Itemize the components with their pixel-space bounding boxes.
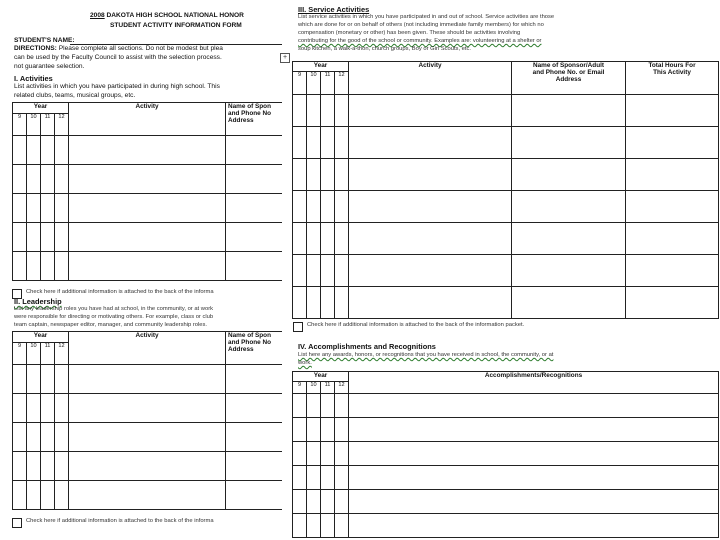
- activity-cell[interactable]: [69, 165, 226, 194]
- grade-cell[interactable]: [41, 194, 55, 223]
- table-row: [293, 159, 719, 191]
- section-1-text-2: related clubs, teams, musical groups, etc.: [14, 92, 136, 99]
- grade-cell[interactable]: [321, 191, 335, 223]
- accomplishment-cell[interactable]: [349, 466, 719, 490]
- grade-cell[interactable]: [13, 194, 27, 223]
- table-row: [293, 418, 719, 442]
- grade-cell[interactable]: [321, 223, 335, 255]
- grade-cell[interactable]: [307, 191, 321, 223]
- grade-11-header: 11: [41, 114, 55, 136]
- hours-cell[interactable]: [626, 255, 719, 287]
- grade-cell[interactable]: [27, 481, 41, 510]
- grade-cell[interactable]: [55, 365, 69, 394]
- directions-line-2: can be used by the Faculty Council to assist with the selection process.: [14, 54, 222, 61]
- grade-cell[interactable]: [41, 365, 55, 394]
- grade-cell[interactable]: [307, 127, 321, 159]
- table-row: [13, 423, 289, 452]
- grade-cell[interactable]: [307, 223, 321, 255]
- grade-cell[interactable]: [55, 136, 69, 165]
- form-header-title: [90, 12, 244, 20]
- sponsor-cell[interactable]: [226, 223, 289, 252]
- table-row: [13, 252, 289, 281]
- section-4-text-1: [298, 352, 553, 359]
- sponsor-cell[interactable]: [226, 165, 289, 194]
- table-row: [13, 223, 289, 252]
- grade-cell[interactable]: [41, 252, 55, 281]
- section-3-text-4: [298, 38, 542, 45]
- section-4-text-2-span: work.: [298, 360, 312, 366]
- grade-cell[interactable]: [55, 223, 69, 252]
- activity-header: Activity: [69, 332, 226, 365]
- table-row: [293, 442, 719, 466]
- grade-cell[interactable]: [41, 481, 55, 510]
- activity-cell[interactable]: [349, 255, 512, 287]
- activity-cell[interactable]: [69, 252, 226, 281]
- grade-cell[interactable]: [335, 490, 349, 514]
- grade-9-header: 9: [293, 72, 307, 95]
- grade-10-header: 10: [307, 72, 321, 95]
- grade-cell[interactable]: [335, 159, 349, 191]
- grade-cell[interactable]: [27, 452, 41, 481]
- accomplishment-cell[interactable]: [349, 418, 719, 442]
- grade-11-header: 11: [41, 343, 55, 365]
- grade-cell[interactable]: [321, 127, 335, 159]
- hours-cell[interactable]: [626, 127, 719, 159]
- grade-cell[interactable]: [13, 452, 27, 481]
- header-year: 2008: [90, 12, 105, 19]
- directions-line-3: not guarantee selection.: [14, 63, 85, 70]
- activity-cell[interactable]: [69, 223, 226, 252]
- grade-12-header: 12: [335, 382, 349, 394]
- grade-cell[interactable]: [335, 466, 349, 490]
- section-2-title: [14, 297, 62, 306]
- sponsor-cell[interactable]: [226, 252, 289, 281]
- activity-cell[interactable]: [69, 194, 226, 223]
- table-row: [293, 95, 719, 127]
- grade-cell[interactable]: [293, 159, 307, 191]
- activity-cell[interactable]: [69, 365, 226, 394]
- grade-cell[interactable]: [307, 255, 321, 287]
- accomplishments-table: [292, 371, 719, 538]
- grade-9-header: 9: [293, 382, 307, 394]
- sponsor-cell[interactable]: [512, 95, 626, 127]
- grade-cell[interactable]: [13, 365, 27, 394]
- grade-cell[interactable]: [307, 159, 321, 191]
- sponsor-header: [226, 332, 289, 365]
- section-3-text-3: compensation (monetary or other) has been given. These should be activities involving: [298, 30, 521, 36]
- table-row: [293, 490, 719, 514]
- sponsor-cell[interactable]: [226, 136, 289, 165]
- right-form-page: [282, 0, 720, 540]
- sponsor-cell[interactable]: [512, 159, 626, 191]
- table-row: [293, 223, 719, 255]
- grade-cell[interactable]: [321, 287, 335, 319]
- grade-12-header: 12: [55, 114, 69, 136]
- grade-cell[interactable]: [321, 490, 335, 514]
- grade-cell[interactable]: [13, 165, 27, 194]
- grade-cell[interactable]: [307, 394, 321, 418]
- grade-cell[interactable]: [55, 165, 69, 194]
- grade-cell[interactable]: [321, 159, 335, 191]
- table-row: [293, 466, 719, 490]
- activity-cell[interactable]: [349, 159, 512, 191]
- sponsor-header-line-1: Name of Spon: [228, 103, 271, 110]
- additional-info-label-1: Check here if additional information is attached to the back of the informa: [26, 289, 214, 295]
- sponsor-cell[interactable]: [512, 127, 626, 159]
- grade-cell[interactable]: [41, 452, 55, 481]
- grade-cell[interactable]: [335, 127, 349, 159]
- section-2-text-3: team captain, newspaper editor, manager, and community leadership roles.: [14, 322, 208, 328]
- grade-cell[interactable]: [13, 136, 27, 165]
- grade-12-header: 12: [335, 72, 349, 95]
- activity-header: Activity: [349, 62, 512, 95]
- sponsor-cell[interactable]: [226, 452, 289, 481]
- section-1-title: I. Activities: [14, 74, 53, 83]
- grade-cell[interactable]: [293, 223, 307, 255]
- hours-cell[interactable]: [626, 95, 719, 127]
- grade-11-header: 11: [321, 72, 335, 95]
- grade-cell[interactable]: [13, 423, 27, 452]
- hours-cell[interactable]: [626, 223, 719, 255]
- grade-cell[interactable]: [27, 136, 41, 165]
- table-row: [293, 394, 719, 418]
- grade-cell[interactable]: [335, 514, 349, 538]
- additional-info-label-3: Check here if additional information is attached to the back of the information packet.: [307, 322, 525, 328]
- sponsor-header-line-3: Address: [228, 117, 254, 124]
- activity-cell[interactable]: [69, 452, 226, 481]
- grade-cell[interactable]: [321, 442, 335, 466]
- grade-cell[interactable]: [55, 452, 69, 481]
- grade-cell[interactable]: [41, 136, 55, 165]
- table-row: [13, 452, 289, 481]
- activities-table: [12, 102, 289, 281]
- activity-cell[interactable]: [349, 127, 512, 159]
- service-table: [292, 61, 719, 319]
- table-row: [293, 127, 719, 159]
- accomplishments-header: Accomplishments/Recognitions: [349, 372, 719, 394]
- left-form-page: [0, 0, 282, 540]
- grade-cell[interactable]: [307, 514, 321, 538]
- grade-9-header: 9: [13, 114, 27, 136]
- grade-cell[interactable]: [27, 194, 41, 223]
- grade-cell[interactable]: [13, 223, 27, 252]
- sponsor-header: [512, 62, 626, 95]
- grade-cell[interactable]: [307, 490, 321, 514]
- section-1-text-1: List activities in which you have participated in during high school. This: [14, 83, 220, 90]
- grade-cell[interactable]: [321, 95, 335, 127]
- activity-cell[interactable]: [69, 394, 226, 423]
- grade-cell[interactable]: [293, 442, 307, 466]
- table-row: [13, 365, 289, 394]
- grade-cell[interactable]: [293, 255, 307, 287]
- grade-cell[interactable]: [41, 223, 55, 252]
- grade-cell[interactable]: [335, 255, 349, 287]
- grade-cell[interactable]: [335, 95, 349, 127]
- grade-cell[interactable]: [55, 423, 69, 452]
- grade-cell[interactable]: [307, 418, 321, 442]
- accomplishment-cell[interactable]: [349, 514, 719, 538]
- section-3-title: III. Service Activities: [298, 5, 370, 14]
- section-2-title-text: II. Leadership: [14, 297, 62, 306]
- grade-cell[interactable]: [13, 394, 27, 423]
- section-4-text-2: [298, 360, 312, 367]
- grade-10-header: 10: [27, 343, 41, 365]
- sponsor-cell[interactable]: [512, 223, 626, 255]
- grade-cell[interactable]: [293, 514, 307, 538]
- leadership-table: [12, 331, 289, 510]
- table-row: [293, 191, 719, 223]
- header-title-text: DAKOTA HIGH SCHOOL NATIONAL HONOR: [106, 12, 244, 19]
- section-3-text-4-span: contributing for the good of the school or community. Examples are: volunteering at a shelter or: [298, 38, 542, 44]
- grade-cell[interactable]: [41, 394, 55, 423]
- grade-cell[interactable]: [41, 423, 55, 452]
- sponsor-header-line-3: Address: [555, 76, 582, 83]
- grade-cell[interactable]: [321, 466, 335, 490]
- activity-cell[interactable]: [349, 223, 512, 255]
- section-4-title: IV. Accomplishments and Recognitions: [298, 342, 436, 351]
- directions-line-1: [14, 45, 223, 53]
- grade-cell[interactable]: [27, 165, 41, 194]
- grade-cell[interactable]: [335, 418, 349, 442]
- activity-cell[interactable]: [69, 136, 226, 165]
- sponsor-cell[interactable]: [226, 194, 289, 223]
- table-row: [13, 165, 289, 194]
- activity-cell[interactable]: [69, 423, 226, 452]
- table-row: [13, 481, 289, 510]
- accomplishment-cell[interactable]: [349, 490, 719, 514]
- grade-cell[interactable]: [13, 481, 27, 510]
- grade-cell[interactable]: [335, 223, 349, 255]
- sponsor-header-line-1: Name of Sponsor/Adult: [533, 62, 605, 69]
- grade-cell[interactable]: [307, 442, 321, 466]
- grade-cell[interactable]: [13, 252, 27, 281]
- grade-11-header: 11: [321, 382, 335, 394]
- student-name-label: STUDENT'S NAME:: [14, 37, 75, 44]
- grade-cell[interactable]: [293, 490, 307, 514]
- grade-cell[interactable]: [321, 394, 335, 418]
- grade-cell[interactable]: [307, 95, 321, 127]
- grade-cell[interactable]: [55, 194, 69, 223]
- grade-cell[interactable]: [335, 287, 349, 319]
- sponsor-cell[interactable]: [226, 423, 289, 452]
- activity-cell[interactable]: [349, 191, 512, 223]
- grade-12-header: 12: [55, 343, 69, 365]
- directions-text-1: Please complete all sections. Do not be modest but plea: [58, 45, 223, 52]
- grade-cell[interactable]: [335, 191, 349, 223]
- grade-cell[interactable]: [55, 252, 69, 281]
- accomplishment-cell[interactable]: [349, 394, 719, 418]
- directions-label: DIRECTIONS:: [14, 45, 57, 52]
- grade-cell[interactable]: [335, 442, 349, 466]
- grade-10-header: 10: [307, 382, 321, 394]
- sponsor-cell[interactable]: [512, 191, 626, 223]
- grade-cell[interactable]: [27, 365, 41, 394]
- sponsor-header: [226, 103, 289, 136]
- hours-cell[interactable]: [626, 159, 719, 191]
- sponsor-header-line-2: and Phone No: [228, 110, 271, 117]
- grade-cell[interactable]: [307, 466, 321, 490]
- year-header: Year: [13, 103, 69, 114]
- section-4-text-1-span: List here any awards, honors, or recognitions that you have received in school, the community, or at: [298, 352, 554, 358]
- grade-cell[interactable]: [293, 191, 307, 223]
- grade-cell[interactable]: [27, 223, 41, 252]
- grade-cell[interactable]: [27, 423, 41, 452]
- grade-cell[interactable]: [307, 287, 321, 319]
- activity-header: Activity: [69, 103, 226, 136]
- sponsor-header-line-2: and Phone No: [228, 339, 271, 346]
- grade-9-header: 9: [13, 343, 27, 365]
- activity-cell[interactable]: [349, 95, 512, 127]
- grade-cell[interactable]: [293, 466, 307, 490]
- year-header: Year: [293, 62, 349, 72]
- accomplishment-cell[interactable]: [349, 442, 719, 466]
- sponsor-header-line-3: Address: [228, 346, 254, 353]
- grade-cell[interactable]: [293, 95, 307, 127]
- table-row: [293, 255, 719, 287]
- grade-cell[interactable]: [321, 514, 335, 538]
- table-row: [293, 514, 719, 538]
- sponsor-header-line-1: Name of Spon: [228, 332, 271, 339]
- sponsor-header-line-2: and Phone No. or Email: [532, 69, 605, 76]
- grade-cell[interactable]: [321, 255, 335, 287]
- hours-cell[interactable]: [626, 191, 719, 223]
- hours-header-line-2: This Activity: [653, 69, 691, 76]
- section-2-text-2: were responsible for directing or motivating others. For example, class or club: [14, 314, 214, 320]
- additional-info-label-2: Check here if additional information is attached to the back of the informa: [26, 518, 214, 524]
- year-header: Year: [293, 372, 349, 382]
- activity-cell[interactable]: [69, 481, 226, 510]
- grade-cell[interactable]: [55, 394, 69, 423]
- sponsor-cell[interactable]: [226, 365, 289, 394]
- year-header: Year: [13, 332, 69, 343]
- sponsor-cell[interactable]: [512, 287, 626, 319]
- grade-cell[interactable]: [41, 165, 55, 194]
- grade-cell[interactable]: [293, 127, 307, 159]
- grade-cell[interactable]: [27, 252, 41, 281]
- grade-cell[interactable]: [293, 287, 307, 319]
- section-2-text-1: List any leadership roles you have had at school, in the community, or at work: [14, 306, 214, 312]
- activity-cell[interactable]: [349, 287, 512, 319]
- grade-cell[interactable]: [293, 418, 307, 442]
- section-3-text-2: which are done for or on behalf of others (not including immediate family members) for which no: [298, 22, 544, 28]
- table-row: [293, 287, 719, 319]
- grade-cell[interactable]: [335, 394, 349, 418]
- hours-cell[interactable]: [626, 287, 719, 319]
- sponsor-cell[interactable]: [512, 255, 626, 287]
- hours-header-line-1: Total Hours For: [648, 62, 696, 69]
- section-3-text-1: List service activities in which you have participated in and out of school. Service activities are those: [298, 14, 555, 20]
- grade-cell[interactable]: [27, 394, 41, 423]
- table-move-handle-icon[interactable]: +: [280, 53, 290, 63]
- grade-cell[interactable]: [55, 481, 69, 510]
- sponsor-cell[interactable]: [226, 394, 289, 423]
- grade-cell[interactable]: [293, 394, 307, 418]
- grade-cell[interactable]: [321, 418, 335, 442]
- grade-10-header: 10: [27, 114, 41, 136]
- table-row: [13, 136, 289, 165]
- hours-header: [626, 62, 719, 95]
- additional-info-checkbox-2[interactable]: [12, 518, 22, 528]
- sponsor-cell[interactable]: [226, 481, 289, 510]
- section-3-text-5: soup kitchen, a walk-a-thon, church groups, Boy or Girl Scouts, etc.: [298, 46, 472, 52]
- table-row: [13, 194, 289, 223]
- additional-info-checkbox-3[interactable]: [293, 322, 303, 332]
- form-header-subtitle: STUDENT ACTIVITY INFORMATION FORM: [110, 22, 242, 29]
- table-row: [13, 394, 289, 423]
